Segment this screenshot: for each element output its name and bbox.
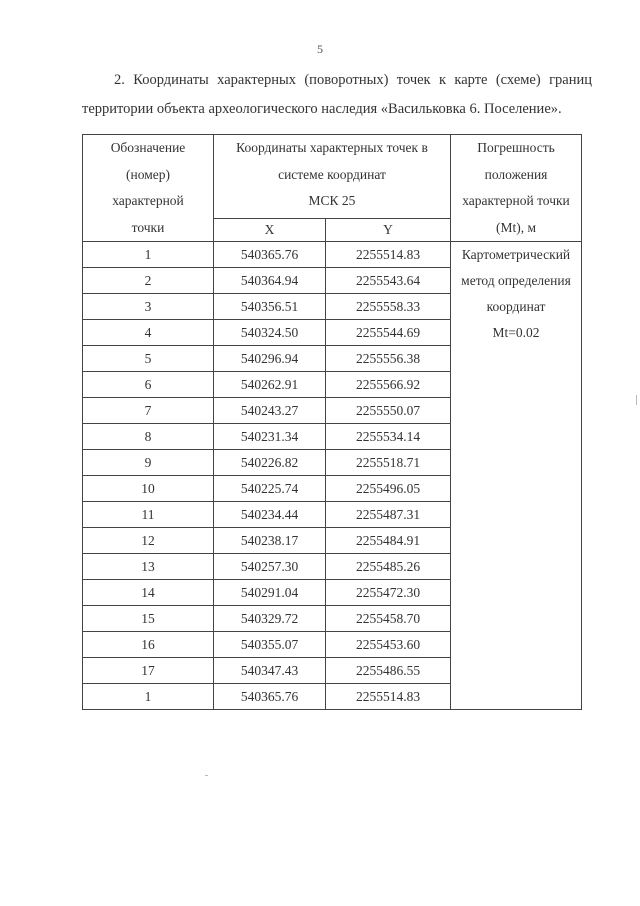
header-error xyxy=(451,135,582,242)
scan-edge-mark xyxy=(636,395,637,405)
method-line: координат xyxy=(486,299,546,314)
table-row xyxy=(83,242,582,268)
coordinate-x: 540324.50 xyxy=(214,320,326,346)
point-number: 6 xyxy=(83,372,214,398)
coordinate-x: 540296.94 xyxy=(214,346,326,372)
header-coordinates-line: Координаты характерных точек в xyxy=(236,140,428,155)
coordinate-x: 540243.27 xyxy=(214,398,326,424)
point-number: 11 xyxy=(83,502,214,528)
method-line: Картометрический xyxy=(461,247,571,262)
coordinate-y: 2255534.14 xyxy=(326,424,451,450)
header-coordinates xyxy=(214,135,451,219)
coordinate-y: 2255485.26 xyxy=(326,554,451,580)
point-number: 13 xyxy=(83,554,214,580)
method-cell xyxy=(451,242,582,710)
coordinate-x: 540257.30 xyxy=(214,554,326,580)
header-error-line: характерной точки xyxy=(462,193,570,208)
coordinate-x: 540234.44 xyxy=(214,502,326,528)
header-row-main xyxy=(83,135,582,219)
header-designation xyxy=(83,135,214,242)
point-number: 8 xyxy=(83,424,214,450)
point-number: 3 xyxy=(83,294,214,320)
point-number: 7 xyxy=(83,398,214,424)
header-y: Y xyxy=(326,219,451,242)
point-number: 17 xyxy=(83,658,214,684)
coordinate-x: 540355.07 xyxy=(214,632,326,658)
coordinate-y: 2255484.91 xyxy=(326,528,451,554)
header-designation-line: Обозначение xyxy=(110,140,186,155)
coordinate-x: 540329.72 xyxy=(214,606,326,632)
coordinate-y: 2255566.92 xyxy=(326,372,451,398)
point-number: 12 xyxy=(83,528,214,554)
coordinate-x: 540262.91 xyxy=(214,372,326,398)
page-number: 5 xyxy=(317,42,323,56)
point-number: 1 xyxy=(83,242,214,268)
header-error-line: (Mt), м xyxy=(495,219,537,235)
point-number: 15 xyxy=(83,606,214,632)
coordinate-y: 2255486.55 xyxy=(326,658,451,684)
coordinate-x: 540238.17 xyxy=(214,528,326,554)
header-coordinates-line: системе координат xyxy=(278,166,386,182)
header-error-line: положения xyxy=(484,166,548,182)
coordinate-y: 2255496.05 xyxy=(326,476,451,502)
header-designation-line: (номер) xyxy=(126,166,170,182)
coordinate-y: 2255558.33 xyxy=(326,294,451,320)
coordinate-x: 540225.74 xyxy=(214,476,326,502)
coordinate-x: 540291.04 xyxy=(214,580,326,606)
header-designation-line: точки xyxy=(131,219,165,235)
coordinate-x: 540226.82 xyxy=(214,450,326,476)
coordinate-x: 540347.43 xyxy=(214,658,326,684)
table-body xyxy=(83,242,582,710)
coordinate-x: 540365.76 xyxy=(214,242,326,268)
coordinate-y: 2255550.07 xyxy=(326,398,451,424)
coordinate-y: 2255556.38 xyxy=(326,346,451,372)
coordinate-x: 540231.34 xyxy=(214,424,326,450)
coordinate-x: 540364.94 xyxy=(214,268,326,294)
point-number: 16 xyxy=(83,632,214,658)
table-header xyxy=(83,135,582,242)
coordinate-y: 2255518.71 xyxy=(326,450,451,476)
coordinate-x: 540356.51 xyxy=(214,294,326,320)
coordinate-y: 2255453.60 xyxy=(326,632,451,658)
section-heading: 2. Координаты характерных (поворотных) точек к карте (схеме) границ территории объекта археологического наследия «Васильковка 6. Поселение». xyxy=(82,72,592,117)
coordinate-x: 540365.76 xyxy=(214,684,326,710)
coordinate-y: 2255544.69 xyxy=(326,320,451,346)
point-number: 10 xyxy=(83,476,214,502)
coordinate-y: 2255514.83 xyxy=(326,684,451,710)
header-coordinates-line: МСК 25 xyxy=(308,193,356,208)
point-number: 4 xyxy=(83,320,214,346)
header-x: X xyxy=(214,219,326,242)
point-number: 9 xyxy=(83,450,214,476)
point-number: 2 xyxy=(83,268,214,294)
header-error-line: Погрешность xyxy=(477,140,555,155)
method-line: метод определения xyxy=(461,273,571,288)
point-number: 1 xyxy=(83,684,214,710)
scan-mark xyxy=(205,775,208,776)
point-number: 5 xyxy=(83,346,214,372)
coordinate-y: 2255487.31 xyxy=(326,502,451,528)
coordinate-y: 2255458.70 xyxy=(326,606,451,632)
header-designation-line: характерной xyxy=(112,193,184,208)
method-line: Mt=0.02 xyxy=(492,325,540,340)
coordinates-table xyxy=(82,134,582,710)
coordinate-y: 2255472.30 xyxy=(326,580,451,606)
point-number: 14 xyxy=(83,580,214,606)
coordinate-y: 2255514.83 xyxy=(326,242,451,268)
coordinate-y: 2255543.64 xyxy=(326,268,451,294)
